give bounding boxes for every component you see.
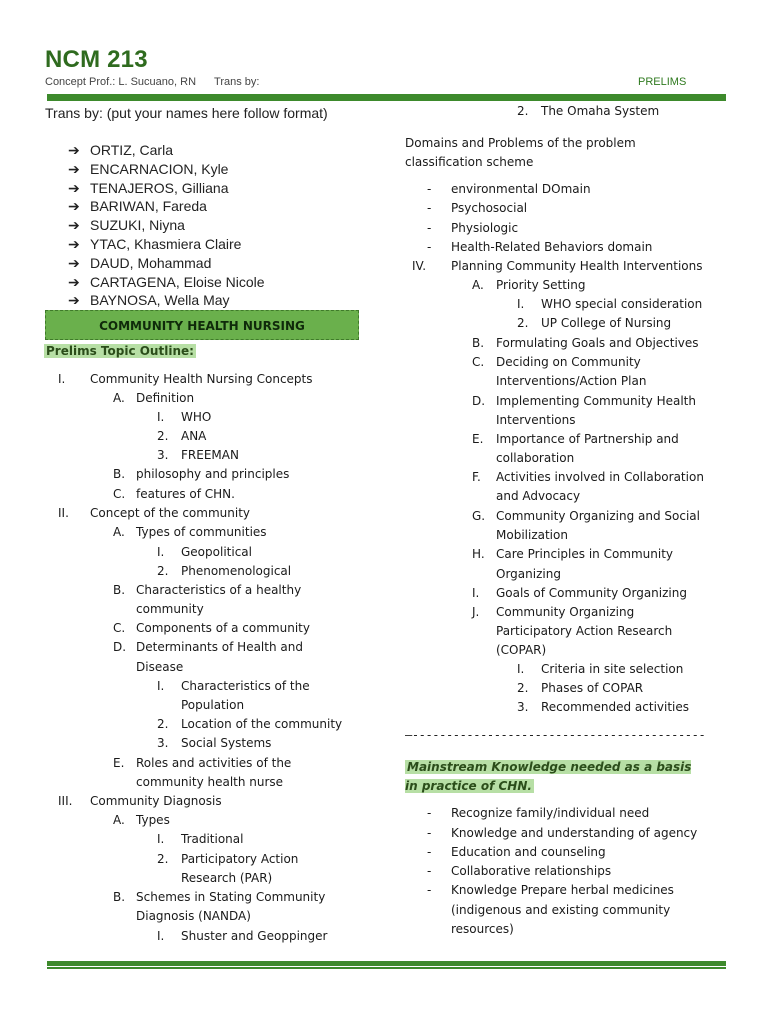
arrow-icon: ➔	[68, 142, 80, 158]
transcriber-name-text: ORTIZ, Carla	[90, 142, 173, 158]
trans-heading: Trans by: (put your names here follow format)	[45, 105, 328, 121]
outline-item-text: and Advocacy	[496, 489, 581, 503]
header-rule-thick	[47, 96, 726, 101]
domain-item-marker: -	[427, 201, 432, 215]
arrow-icon: ➔	[68, 160, 80, 177]
outline-item-text: Deciding on Community	[496, 355, 641, 369]
arrow-icon: ➔	[68, 235, 80, 252]
mainstream-item-text: resources)	[451, 922, 514, 936]
outline-item-marker: I.	[157, 545, 165, 559]
outline-item-text: Characteristics of the	[181, 679, 310, 693]
outline-item-text: Concept of the community	[90, 506, 251, 520]
outline-item-text: Social Systems	[181, 736, 272, 750]
outline-item-text: collaboration	[496, 451, 575, 465]
outline-item-marker: 3.	[157, 736, 169, 750]
outline-heading-text: Prelims Topic Outline:	[46, 344, 194, 358]
outline-item-text: Participatory Action	[181, 852, 299, 866]
outline-item-text: UP College of Nursing	[541, 316, 672, 330]
outline-item-text: Community Organizing	[496, 605, 635, 619]
outline-item-marker: C.	[472, 355, 485, 369]
outline-item-text: Community Health Nursing Concepts	[90, 372, 313, 386]
outline-item-marker: II.	[58, 506, 69, 520]
outline-item-marker: D.	[113, 640, 127, 654]
outline-item-text: community	[136, 602, 204, 616]
domain-item-marker: -	[427, 182, 432, 196]
arrow-icon: ➔	[68, 254, 80, 271]
outline-item-text: Roles and activities of the	[136, 756, 292, 770]
outline-item-marker: H.	[472, 547, 485, 561]
transcriber-name-text: BAYNOSA, Wella May	[90, 292, 230, 309]
domain-item-text: Health-Related Behaviors domain	[451, 240, 653, 254]
outline-item-marker: I.	[157, 410, 165, 424]
professor-label: Concept Prof.: L. Sucuano, RN	[45, 76, 197, 88]
transcriber-name	[68, 235, 265, 254]
transcriber-list	[68, 141, 265, 310]
outline-item-text: Definition	[136, 391, 195, 405]
outline-item-text: Traditional	[181, 832, 244, 846]
outline-item-text: WHO special consideration	[541, 297, 703, 311]
outline-item-marker: G.	[472, 509, 486, 523]
transcriber-name-text: YTAC, Khasmiera Claire	[90, 235, 242, 252]
outline-item-marker: J.	[472, 605, 480, 619]
outline-item-marker: A.	[113, 525, 125, 539]
arrow-icon: ➔	[68, 179, 80, 196]
outline-item-marker: A.	[472, 278, 484, 292]
arrow-icon: ➔	[68, 273, 80, 290]
mainstream-item-text: Recognize family/individual need	[451, 806, 650, 820]
outline-item-text: philosophy and principles	[136, 467, 290, 481]
outline-item-marker: F.	[472, 470, 481, 484]
transcriber-name	[68, 216, 265, 235]
transcriber-name	[68, 179, 265, 198]
mainstream-item-text: Knowledge and understanding of agency	[451, 826, 698, 840]
outline-item-marker: IV.	[412, 259, 427, 273]
domain-item-marker: -	[427, 221, 432, 235]
outline-item-text: FREEMAN	[181, 448, 239, 462]
outline-item-text: Research (PAR)	[181, 871, 273, 885]
outline-item-text: Recommended activities	[541, 700, 690, 714]
outline-item-marker: D.	[472, 394, 486, 408]
domain-item-text: environmental DOmain	[451, 182, 591, 196]
trans-by-label: Trans by:	[214, 76, 260, 88]
outline-item-marker: I.	[157, 929, 165, 943]
outline-item-marker: I.	[517, 662, 525, 676]
outline-item-text: Interventions	[496, 413, 576, 427]
domain-item-text: Psychosocial	[451, 201, 528, 215]
outline-item-marker: I.	[58, 372, 66, 386]
outline-item-text: Community Organizing and Social	[496, 509, 700, 523]
transcriber-name	[68, 273, 265, 292]
mainstream-item-marker: -	[427, 864, 432, 878]
outline-item-marker: 2.	[157, 564, 169, 578]
outline-item-text: Population	[181, 698, 245, 712]
chn-banner: COMMUNITY HEALTH NURSING	[45, 310, 359, 340]
mainstream-heading-text: Mainstream Knowledge needed as a basis in practice of CHN.	[405, 760, 692, 793]
outline-item-marker: A.	[113, 813, 125, 827]
mainstream-item-text: Knowledge Prepare herbal medicines	[451, 883, 674, 897]
outline-item-marker: B.	[472, 336, 485, 350]
transcriber-name	[68, 254, 265, 273]
document-title: NCM 213	[45, 46, 148, 73]
outline-item-text: ANA	[181, 429, 207, 443]
mainstream-item-marker: -	[427, 845, 432, 859]
mainstream-heading	[405, 758, 705, 796]
outline-item-text: community health nurse	[136, 775, 284, 789]
outline-item-text: Care Principles in Community	[496, 547, 674, 561]
outline-item-text: Participatory Action Research	[496, 624, 673, 638]
domain-item-marker: -	[427, 240, 432, 254]
section-tag: PRELIMS	[638, 76, 687, 88]
outline-heading	[44, 344, 196, 358]
section-divider: —-------------------------------------------	[405, 728, 706, 742]
outline-item-text: The Omaha System	[541, 104, 660, 118]
outline-item-marker: A.	[113, 391, 125, 405]
outline-item-text: Schemes in Stating Community	[136, 890, 326, 904]
outline-item-marker: 2.	[157, 717, 169, 731]
outline-item-marker: B.	[113, 583, 126, 597]
domains-heading: Domains and Problems of the problem classification scheme	[405, 136, 636, 169]
outline-item-text: Types of communities	[136, 525, 267, 539]
footer-rule-thick	[47, 961, 726, 966]
outline-item-text: WHO	[181, 410, 212, 424]
outline-item-text: Phenomenological	[181, 564, 292, 578]
outline-item-text: Importance of Partnership and	[496, 432, 679, 446]
mainstream-item-marker: -	[427, 883, 432, 897]
arrow-icon: ➔	[68, 198, 80, 215]
outline-item-text: Determinants of Health and	[136, 640, 303, 654]
outline-item-text: Planning Community Health Interventions	[451, 259, 703, 273]
transcriber-name-text: BARIWAN, Fareda	[90, 198, 207, 215]
outline-item-marker: I.	[157, 679, 165, 693]
outline-item-marker: 2.	[517, 681, 529, 695]
outline-item-marker: 3.	[517, 700, 529, 714]
outline-item-text: Disease	[136, 660, 184, 674]
outline-item-marker: 2.	[157, 429, 169, 443]
outline-item-text: Geopolitical	[181, 545, 252, 559]
transcriber-name-text: ENCARNACION, Kyle	[90, 160, 229, 177]
transcriber-name	[68, 197, 265, 216]
outline-item-text: (COPAR)	[496, 643, 547, 657]
outline-item-text: Goals of Community Organizing	[496, 586, 687, 600]
outline-item-marker: I.	[517, 297, 525, 311]
transcriber-name	[68, 291, 265, 310]
outline-item-text: Formulating Goals and Objectives	[496, 336, 699, 350]
outline-item-marker: 2.	[517, 104, 529, 118]
outline-item-text: Phases of COPAR	[541, 681, 644, 695]
outline-item-text: Criteria in site selection	[541, 662, 684, 676]
transcriber-name	[68, 141, 265, 160]
arrow-icon: ➔	[68, 217, 80, 234]
mainstream-item-text: Collaborative relationships	[451, 864, 612, 878]
outline-item-marker: 3.	[157, 448, 169, 462]
domain-item-text: Physiologic	[451, 221, 519, 235]
outline-item-marker: E.	[113, 756, 125, 770]
outline-item-text: Types	[136, 813, 170, 827]
outline-item-text: Organizing	[496, 567, 561, 581]
outline-item-text: Characteristics of a healthy	[136, 583, 302, 597]
outline-item-text: Interventions/Action Plan	[496, 374, 647, 388]
outline-item-marker: I.	[472, 586, 480, 600]
transcriber-name-text: SUZUKI, Niyna	[90, 217, 185, 234]
outline-item-text: Location of the community	[181, 717, 343, 731]
outline-item-marker: E.	[472, 432, 484, 446]
transcriber-name	[68, 160, 265, 179]
footer-rule	[47, 967, 726, 969]
transcriber-name-text: CARTAGENA, Eloise Nicole	[90, 273, 265, 290]
outline-item-marker: B.	[113, 467, 126, 481]
outline-item-text: Community Diagnosis	[90, 794, 222, 808]
arrow-icon: ➔	[68, 292, 80, 309]
outline-item-text: features of CHN.	[136, 487, 235, 501]
outline-item-marker: C.	[113, 621, 126, 635]
outline-item-text: Mobilization	[496, 528, 568, 542]
outline-item-marker: B.	[113, 890, 126, 904]
outline-item-text: Shuster and Geoppinger	[181, 929, 328, 943]
outline-item-text: Priority Setting	[496, 278, 586, 292]
outline-item-text: Implementing Community Health	[496, 394, 696, 408]
mainstream-item-text: (indigenous and existing community	[451, 903, 671, 917]
header-subtitle	[45, 76, 259, 88]
outline-item-marker: C.	[113, 487, 126, 501]
outline-item-text: Activities involved in Collaboration	[496, 470, 704, 484]
transcriber-name-text: DAUD, Mohammad	[90, 254, 212, 271]
transcriber-name-text: TENAJEROS, Gilliana	[90, 179, 229, 196]
outline-item-marker: III.	[58, 794, 73, 808]
mainstream-item-marker: -	[427, 826, 432, 840]
mainstream-item-text: Education and counseling	[451, 845, 606, 859]
outline-item-marker: 2.	[157, 852, 169, 866]
outline-item-marker: I.	[157, 832, 165, 846]
outline-item-text: Components of a community	[136, 621, 310, 635]
outline-item-text: Diagnosis (NANDA)	[136, 909, 251, 923]
mainstream-item-marker: -	[427, 806, 432, 820]
outline-item-marker: 2.	[517, 316, 529, 330]
